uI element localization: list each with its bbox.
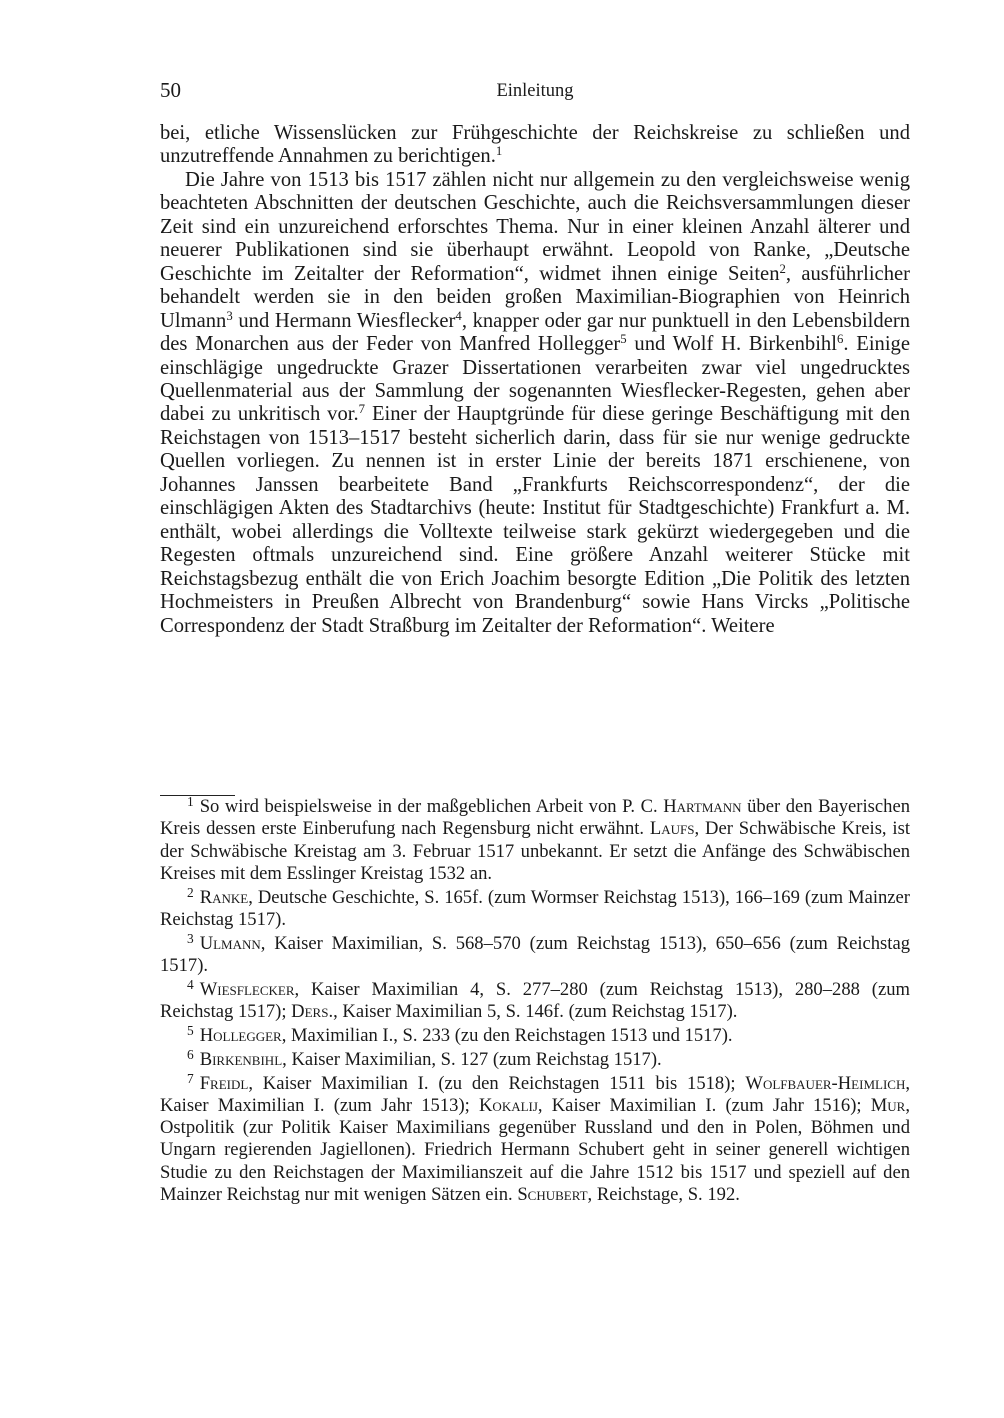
paragraph-text-segment: , knapper oder gar nur punktuell in den Lebensbildern des Monarchen aus der Feder von Manfred Hollegger [160,309,910,356]
author-name-small-caps: Laufs [649,818,695,840]
author-name-small-caps: Ulmann [199,932,261,954]
footnote-text: , Ostpolitik (zur Politik Kaiser Maximilians gegenüber Russland und den in Polen, Böhmen und Ungarn regierenden Jagiellonen). Friedrich Hermann Schubert geht in seiner generell wichtigen Studie zu den Reichstagen der Maximilianszeit auf die Jahre 1512 bis 1517 und speziell auf den Mainzer Reichstag nur mit wenigen Sätzen ein. [160,1094,910,1206]
page-number: 50 [160,78,181,102]
footnote-ref-3[interactable]: 3 [226,308,233,323]
footnote-number: 4 [187,976,194,992]
paragraph-text-segment: und Hermann Wiesflecker [232,309,456,332]
running-head [160,78,910,108]
paragraph-continued [160,122,910,169]
footnote-text: , Kaiser Maximilian 4, S. 277–280 (zum Reichstag 1513), 280–288 (zum Reichstag 1517); [160,978,910,1023]
author-name-small-caps: Kokalij [479,1094,538,1116]
footnote-number: 5 [187,1022,194,1038]
footnote-1 [160,793,911,885]
footnote-text: , Kaiser Maximilian I. (zum Jahr 1513); [160,1072,910,1116]
footnote-ref-6[interactable]: 6 [836,332,844,347]
footnote-ref-1[interactable]: 1 [495,144,503,159]
footnote-text: , Kaiser Maximilian I. (zum Jahr 1516); [537,1094,871,1116]
footnote-number: 3 [187,930,194,946]
paragraph-text-segment: . Einige einschlägige ungedruckte Grazer Dissertationen verarbeiten zwar viel ungedrucktes Quellenmaterial aus der Sammlung der sogenannten Wiesflecker-Regesten, gehen aber dabei zu unkritisch vor. [160,333,910,426]
footnote-7 [160,1070,910,1207]
running-title: Einleitung [496,81,574,101]
footnote-ref-2[interactable]: 2 [779,261,786,276]
book-page [160,78,910,638]
footnote-6 [160,1046,910,1071]
footnote-number: 6 [187,1046,194,1062]
footnote-number: 2 [187,884,194,900]
author-name-small-caps: Schubert [517,1184,588,1206]
footnote-text: , Der Schwäbische Kreis, ist der Schwäbische Kreistag am 3. Februar 1517 unbekannt. Er setzt die Anfänge des Schwäbischen Kreises mit dem Esslinger Kreistag 1532 an. [160,818,910,884]
paragraph-text-segment: Einer der Hauptgründe für diese geringe Beschäftigung mit den Reichstagen von 1513–1517 besteht sicherlich darin, dass für sie nur wenige gedruckte Quellen vorliegen. Zu nennen ist in erster Linie der bereits 1871 erschienene, von Johannes Janssen bearbeitete Band „Frankfurts Reichscorrespondenz“, der die einschlägigen Akten des Stadtarchivs (heute: Institut für Stadtgeschichte) Frankfurt a. M. enthält, wobei allerdings die Volltexte teilweise stark gekürzt wiedergegeben und die Regesten oftmals unzureichend sind. Eine größere Anzahl weiterer Stücke mit Reichstagsbezug enthält die von Erich Joachim besorgte Edition „Die Politik des letzten Hochmeisters in Preußen Albrecht von Brandenburg“ sowie Hans Vircks „Politische Correspondenz der Stadt Straßburg im Zeitalter der Reformation“. Weitere [160,403,910,637]
paragraph-text-segment: , ausführlicher behandelt werden sie in den beiden großen Maximilian-Biographien von Heinrich Ulmann [160,262,910,332]
footnote-ref-4[interactable]: 4 [455,308,462,323]
author-name-small-caps: Wolfbauer-Heimlich [745,1072,906,1094]
paragraph-text-segment: und Wolf H. Birkenbihl [626,333,837,356]
author-name-small-caps: Ders [291,1001,329,1023]
paragraph-text-segment: Die Jahre von 1513 bis 1517 zählen nicht nur allgemein zu den vergleichsweise wenig beachteten Abschnitten der deutschen Geschichte, auch die Reichsversammlungen dieser Zeit sind ein unzureichend erforschtes Thema. Nur in einer kleinen Anzahl älterer und neuerer Publikationen sind sie überhaupt erwähnt. Leopold von Ranke, „Deutsche Geschichte im Zeitalter der Reformation“, widmet ihnen einige Seiten [160,168,910,285]
footnote-text: So wird beispielsweise in der maßgeblichen Arbeit von P. C. [199,796,664,817]
author-name-small-caps: Freidl [199,1072,249,1094]
footnote-2 [160,884,910,932]
paragraph-text: bei, etliche Wissenslücken zur Frühgeschichte der Reichskreise zu schließen und unzutreffende Annahmen zu berichtigen. [160,122,910,168]
footnote-text: , Kaiser Maximilian, S. 127 (zum Reichstag 1517). [282,1048,662,1070]
footnote-ref-7[interactable]: 7 [358,402,366,417]
footnotes [160,793,911,1208]
footnote-text: über den Bayerischen Kreis dessen erste Einberufung nach Regensburg nicht erwähnt. [160,796,911,840]
footnote-text: , Kaiser Maximilian, S. 568–570 (zum Reichstag 1513), 650–656 (zum Reichstag 1517). [160,932,910,977]
author-name-small-caps: Mur [870,1094,906,1116]
footnote-text: , Kaiser Maximilian I. (zu den Reichstagen 1511 bis 1518); [248,1072,746,1094]
author-name-small-caps: Hollegger [199,1024,282,1046]
author-name-small-caps: Hartmann [663,796,742,817]
footnote-5 [160,1022,910,1047]
paragraph-reichsversammlungen [160,169,910,638]
footnote-text: ., Kaiser Maximilian 5, S. 146f. (zum Reichstag 1517). [328,1001,738,1023]
footnote-number: 1 [187,793,194,809]
footnote-3 [160,930,910,978]
footnote-text: , Reichstage, S. 192. [587,1184,740,1206]
main-text [160,122,910,638]
footnote-ref-5[interactable]: 5 [620,332,627,347]
footnote-number: 7 [187,1070,194,1086]
footnote-4 [160,976,910,1024]
author-name-small-caps: Ranke [199,886,249,908]
footnote-text: , Deutsche Geschichte, S. 165f. (zum Wormser Reichstag 1513), 166–169 (zum Mainzer Reichstag 1517). [160,886,910,930]
footnote-text: , Maximilian I., S. 233 (zu den Reichstagen 1513 und 1517). [281,1024,733,1046]
author-name-small-caps: Birkenbihl [199,1048,283,1070]
author-name-small-caps: Wiesflecker [199,978,295,1000]
